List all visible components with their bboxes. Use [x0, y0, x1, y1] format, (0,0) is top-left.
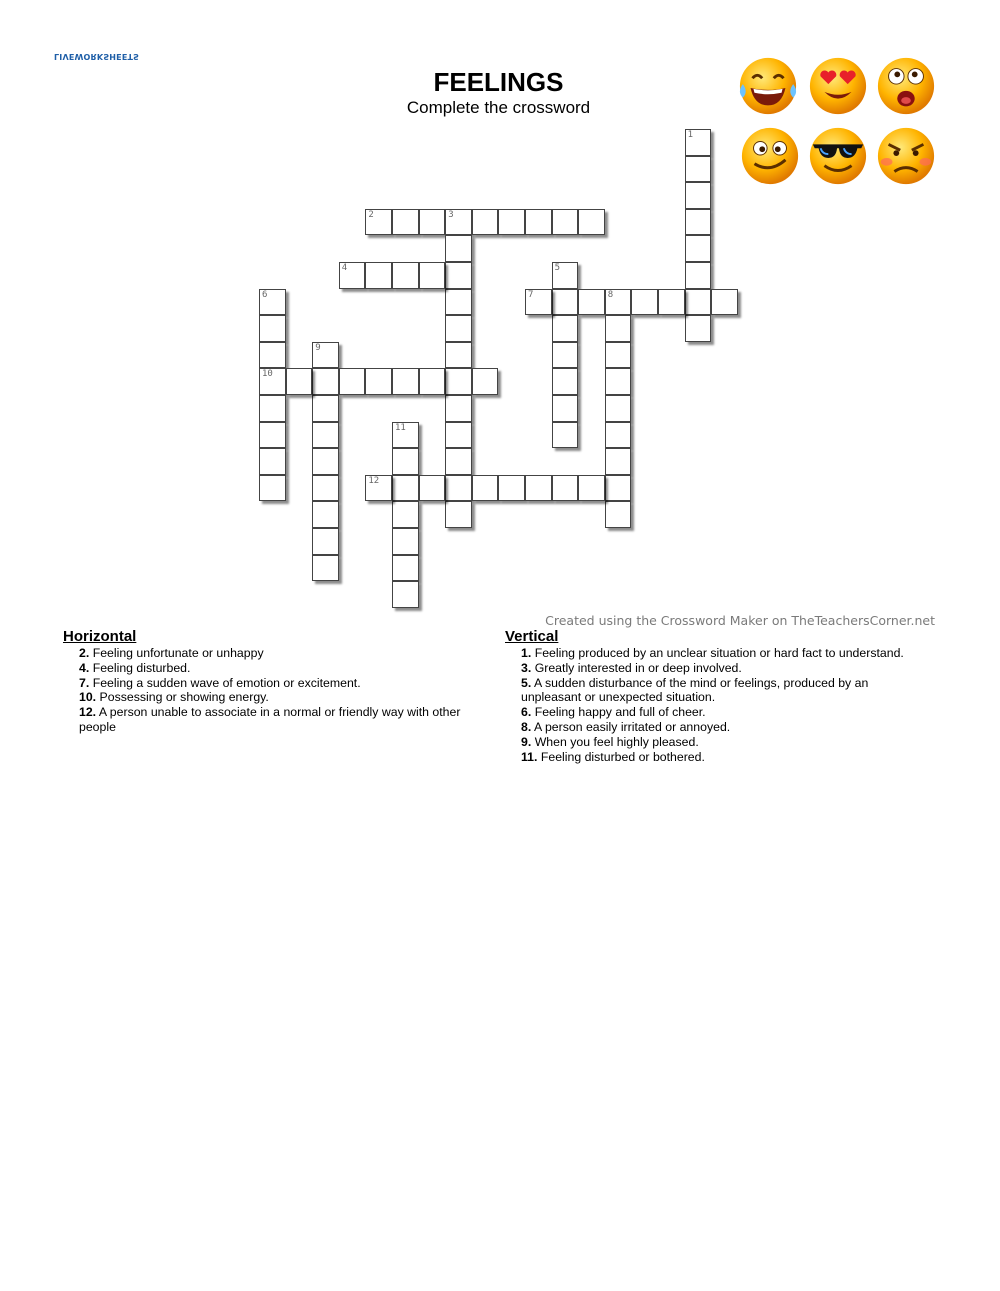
clue-item: 1. Feeling produced by an unclear situation or hard fact to understand.	[521, 646, 904, 660]
clue-number: 8	[607, 289, 614, 300]
clue-item: 9. When you feel highly pleased.	[521, 734, 699, 749]
crossword-cell[interactable]	[419, 475, 446, 502]
crossword-cell[interactable]	[605, 422, 632, 449]
clue-number: 6	[262, 289, 268, 300]
clue-item: 12. A person unable to associate in a normal or friendly way with other people	[79, 705, 461, 734]
crossword-cell[interactable]	[685, 156, 712, 183]
crossword-cell[interactable]	[498, 209, 525, 236]
crossword-cell[interactable]	[445, 501, 472, 528]
crossword-cell[interactable]	[445, 262, 472, 289]
clue-number: 11	[395, 422, 406, 433]
crossword-cell[interactable]	[286, 368, 313, 395]
crossword-cell[interactable]	[525, 475, 552, 502]
clue-item: 5. A sudden disturbance of the mind or feelings, produced by an unpleasant or unexpected situation.	[521, 675, 869, 705]
crossword-cell[interactable]	[445, 209, 472, 236]
crossword-cell[interactable]	[552, 422, 579, 449]
clue-item: 3. Greatly interested in or deep involved.	[521, 660, 742, 675]
crossword-cell[interactable]	[552, 262, 579, 289]
crossword-cell[interactable]	[365, 475, 392, 502]
crossword-cell[interactable]	[552, 368, 579, 395]
crossword-cell[interactable]	[392, 368, 419, 395]
crossword-cell[interactable]	[685, 262, 712, 289]
crossword-cell[interactable]	[445, 315, 472, 342]
crossword-cell[interactable]	[365, 262, 392, 289]
crossword-cell[interactable]	[605, 501, 632, 528]
crossword-cell[interactable]	[365, 368, 392, 395]
crossword-cell[interactable]	[552, 342, 579, 369]
crossword-cell[interactable]	[312, 342, 339, 369]
crossword-cell[interactable]	[685, 289, 712, 316]
clue-item: 11. Feeling disturbed or bothered.	[521, 749, 705, 764]
crossword-cell[interactable]	[419, 209, 446, 236]
clue-number: 5	[554, 263, 561, 273]
page-title: FEELINGS	[433, 67, 564, 97]
crossword-cell[interactable]	[312, 395, 339, 422]
clue-number: 9	[315, 342, 321, 353]
crossword-cell[interactable]	[312, 368, 339, 395]
crossword-cell[interactable]	[525, 289, 552, 316]
crossword-cell[interactable]	[392, 528, 419, 555]
crossword-cell[interactable]	[445, 368, 472, 395]
crossword-cell[interactable]	[552, 395, 579, 422]
crossword-cell[interactable]	[445, 475, 472, 502]
clue-number: 12	[368, 475, 380, 486]
clue-number: 3	[448, 209, 454, 220]
crossword-cell[interactable]	[445, 395, 472, 422]
crossword-cell[interactable]	[605, 448, 632, 475]
crossword-cell[interactable]	[339, 262, 366, 289]
crossword-cell[interactable]	[392, 581, 419, 608]
crossword-cell[interactable]	[259, 342, 286, 369]
crossword-cell[interactable]	[605, 368, 632, 395]
crossword-grid	[0, 0, 1000, 620]
crossword-cell[interactable]	[578, 209, 605, 236]
crossword-cell[interactable]	[685, 315, 712, 342]
crossword-cell[interactable]	[552, 209, 579, 236]
crossword-cell[interactable]	[259, 315, 286, 342]
crossword-cell[interactable]	[552, 315, 579, 342]
crossword-cell[interactable]	[339, 368, 366, 395]
crossword-cell[interactable]	[259, 395, 286, 422]
clue-item: 6. Feeling happy and full of cheer.	[521, 705, 706, 720]
crossword-cell[interactable]	[658, 289, 685, 316]
crossword-cell[interactable]	[365, 209, 392, 236]
across-heading: Horizontal	[63, 628, 137, 645]
crossword-cell[interactable]	[552, 475, 579, 502]
crossword-cell[interactable]	[392, 209, 419, 236]
crossword-cell[interactable]	[605, 475, 632, 502]
across-clues	[63, 628, 488, 735]
crossword-cell[interactable]	[445, 289, 472, 316]
crossword-cell[interactable]	[605, 289, 632, 316]
crossword-cell[interactable]	[312, 501, 339, 528]
down-clues	[505, 628, 930, 764]
clue-number: 7	[528, 289, 534, 300]
crossword-cell[interactable]	[259, 475, 286, 502]
page-subtitle: Complete the crossword	[406, 98, 591, 117]
crossword-cell[interactable]	[259, 422, 286, 449]
crossword-cell[interactable]	[312, 475, 339, 502]
crossword-cell[interactable]	[312, 448, 339, 475]
clue-number: 1	[687, 130, 694, 140]
crossword-cell[interactable]	[578, 289, 605, 316]
credit-line: Created using the Crossword Maker on TheTeachersCorner.net	[545, 613, 935, 628]
liveworksheets-logo: LIVEWORKSHEETS	[54, 52, 140, 61]
crossword-cell[interactable]	[685, 129, 712, 156]
crossword-cell[interactable]	[552, 289, 579, 316]
crossword-cell[interactable]	[392, 422, 419, 449]
clue-item: 10. Possessing or showing energy.	[79, 690, 269, 705]
crossword-cell[interactable]	[392, 475, 419, 502]
crossword-cell[interactable]	[259, 289, 286, 316]
clue-number: 10	[262, 369, 273, 380]
down-heading: Vertical	[505, 628, 559, 645]
crossword-cell[interactable]	[419, 262, 446, 289]
crossword-cell[interactable]	[631, 289, 658, 316]
crossword-cell[interactable]	[685, 235, 712, 262]
crossword-cell[interactable]	[312, 528, 339, 555]
clue-number: 4	[341, 263, 348, 273]
crossword-cell[interactable]	[578, 475, 605, 502]
crossword-cell[interactable]	[711, 289, 738, 316]
crossword-cell[interactable]	[472, 475, 499, 502]
crossword-cell[interactable]	[392, 501, 419, 528]
crossword-cell[interactable]	[498, 475, 525, 502]
clue-item: 7. Feeling a sudden wave of emotion or excitement.	[79, 675, 361, 690]
crossword-cell[interactable]	[312, 555, 339, 582]
crossword-cell[interactable]	[392, 555, 419, 582]
crossword-cell[interactable]	[259, 448, 286, 475]
crossword-cell[interactable]	[392, 448, 419, 475]
crossword-cell[interactable]	[259, 368, 286, 395]
crossword-cell[interactable]	[605, 315, 632, 342]
crossword-cell[interactable]	[472, 368, 499, 395]
crossword-cell[interactable]	[525, 209, 552, 236]
crossword-cell[interactable]	[445, 342, 472, 369]
crossword-cell[interactable]	[445, 422, 472, 449]
crossword-cell[interactable]	[605, 342, 632, 369]
clue-item: 2. Feeling unfortunate or unhappy	[79, 646, 264, 660]
clue-item: 4. Feeling disturbed.	[79, 660, 191, 675]
crossword-cell[interactable]	[445, 235, 472, 262]
clue-number: 2	[368, 209, 374, 220]
clue-item: 8. A person easily irritated or annoyed.	[521, 719, 731, 734]
crossword-cell[interactable]	[685, 182, 712, 209]
crossword-cell[interactable]	[605, 395, 632, 422]
crossword-cell[interactable]	[312, 422, 339, 449]
crossword-cell[interactable]	[685, 209, 712, 236]
crossword-cell[interactable]	[419, 368, 446, 395]
crossword-cell[interactable]	[392, 262, 419, 289]
crossword-cell[interactable]	[445, 448, 472, 475]
crossword-cell[interactable]	[472, 209, 499, 236]
